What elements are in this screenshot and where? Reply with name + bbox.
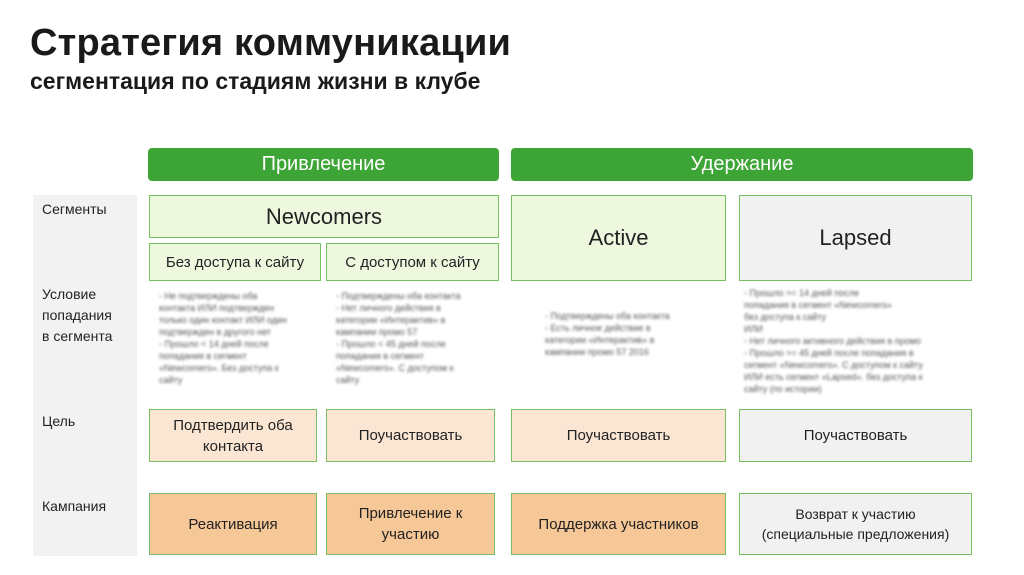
- goal-lapsed: Поучаствовать: [739, 409, 972, 462]
- segment-newcomers-no-access: Без доступа к сайту: [149, 243, 321, 281]
- segment-newcomers: Newcomers: [149, 195, 499, 238]
- condition-active: - Подтверждены оба контакта - Есть личное действие в категории «Интерактив» в кампании промо 57 2016: [545, 311, 670, 357]
- row-label-campaign: Кампания: [42, 498, 107, 514]
- row-label-conditions: Условие попадания в сегмента: [42, 286, 113, 344]
- page-subtitle: сегментация по стадиям жизни в клубе: [30, 68, 481, 94]
- segment-lapsed: Lapsed: [739, 195, 972, 281]
- campaign-active: Поддержка участников: [511, 493, 726, 555]
- segment-newcomers-access: С доступом к сайту: [326, 243, 499, 281]
- row-label-goal: Цель: [42, 413, 76, 429]
- goal-active: Поучаствовать: [511, 409, 726, 462]
- page-title: Стратегия коммуникации: [30, 22, 512, 64]
- row-label-segments: Сегменты: [42, 201, 107, 217]
- condition-no-access: - Не подтверждены оба контакта ИЛИ подтвержден только один контакт ИЛИ один подтвержден в другого нет - Прошло < 14 дней после попадания в сегмент «Newcomers». Без доступа к сайту: [159, 291, 287, 385]
- condition-access: - Подтверждены оба контакта - Нет личного действия в категории «Интерактив» в кампании промо 57 - Прошло < 45 дней после попадания в сегмент «Newcomers». С доступом к сайту: [336, 291, 461, 385]
- campaign-lapsed: Возврат к участию (специальные предложения): [739, 493, 972, 555]
- condition-lapsed: - Прошло >= 14 дней после попадания в сегмент «Newcomers» без доступа к сайту ИЛИ - Нет личного активного действия в промо - Прошло >= 45 дней после попадания в сегмент «Newcomers». С доступом к сайту ИЛИ есть сегмент «Lapsed». без доступа к сайту (по истории): [744, 288, 923, 394]
- phase-retention: Удержание: [511, 148, 973, 181]
- goal-access: Поучаствовать: [326, 409, 495, 462]
- campaign-access: Привлечение к участию: [326, 493, 495, 555]
- phase-attraction: Привлечение: [148, 148, 499, 181]
- segment-active: Active: [511, 195, 726, 281]
- goal-no-access: Подтвердить оба контакта: [149, 409, 317, 462]
- campaign-no-access: Реактивация: [149, 493, 317, 555]
